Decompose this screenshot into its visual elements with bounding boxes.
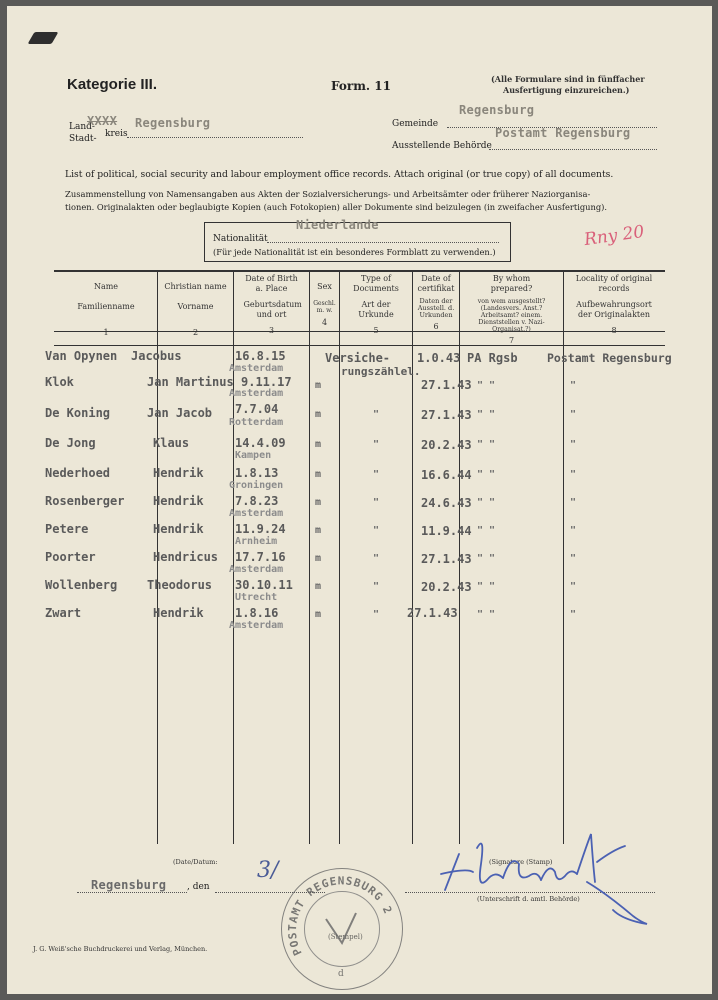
kreis-label: kreis	[105, 129, 128, 139]
col-header-locality	[564, 274, 664, 336]
col-divider-2	[233, 270, 234, 844]
col-header-en: Date of certifikat	[417, 274, 455, 293]
cell-loc: "	[570, 609, 577, 620]
col-header-de: Geburtsdatum und ort	[243, 300, 302, 319]
cell-name: Rosenberger	[45, 494, 125, 508]
form-number: Form. 11	[331, 79, 391, 93]
cell-first: Hendrik	[153, 606, 204, 620]
signature-de-label: (Unterschrift d. amtl. Behörde)	[477, 895, 580, 903]
cell-doc: "	[373, 581, 380, 592]
col-header-en: Date of Birth a. Place	[245, 274, 298, 293]
col-header-num: 3	[268, 326, 275, 335]
cell-cert: 20.2.43	[421, 438, 472, 452]
cell-first: Hendrik	[153, 466, 204, 480]
cell-place: Groningen	[229, 480, 284, 491]
col-header-name	[55, 282, 157, 338]
cell-dob: 30.10.11	[235, 578, 293, 592]
post-office-stamp	[281, 868, 403, 990]
cell-loc: "	[570, 409, 577, 420]
cell-dob: 1.8.13	[235, 466, 279, 480]
copies-note-line2: Ausfertigung einzureichen.)	[503, 85, 630, 95]
stadt-label: Stadt-	[69, 134, 97, 144]
cell-doc: "	[373, 553, 380, 564]
col-header-num: 2	[192, 328, 199, 337]
col-header-num: 5	[373, 326, 379, 335]
cell-name: Nederhoed	[45, 466, 111, 480]
col-header-en: Type of Documents	[353, 274, 399, 293]
cell-first: Jan Jacob	[147, 406, 213, 420]
cell-cert: 16.6.44	[421, 468, 472, 482]
copies-note-line1: (Alle Formulare sind in fünffacher	[491, 74, 645, 84]
col-header-de: Vorname	[177, 302, 214, 311]
cell-name: Poorter	[45, 550, 96, 564]
cell-loc: "	[570, 439, 577, 450]
col-header-en: Sex	[317, 282, 332, 291]
date-label: (Date/Datum:	[173, 858, 218, 866]
cell-by: " "	[477, 553, 496, 564]
col-header-de: Art der Urkunde	[358, 300, 394, 319]
gemeinde-label: Gemeinde	[392, 119, 439, 129]
cell-cert: 27.1.43	[421, 552, 472, 566]
cell-by: " "	[477, 469, 496, 480]
col-header-de: von wem ausgestellt? (Landesvers. Anst.? Arbeitsamt? einem. Dienststellen v. Nazi-Organisat.?)	[477, 298, 546, 333]
cell-doc: "	[373, 409, 380, 420]
cell-place: Kampen	[235, 450, 272, 461]
col-header-de: Daten der Ausstell. d. Urkunden	[417, 297, 455, 319]
cell-dob: 7.8.23	[235, 494, 279, 508]
printer-imprint: J. G. Weiß'sche Buchdruckerei und Verlag, München.	[33, 945, 208, 953]
col-header-christian	[158, 282, 233, 338]
gemeinde-value: Regensburg	[459, 103, 535, 117]
cell-dob: 11.9.24	[235, 522, 286, 536]
table-top-rule	[54, 270, 665, 272]
cell-name: Wollenberg	[45, 578, 118, 592]
cell-first: Hendrik	[153, 522, 204, 536]
col-header-prepared-by	[460, 274, 563, 346]
land-label: Land-	[69, 122, 95, 132]
intro-german-line2: tionen. Originalakten oder beglaubigte Kopien (auch Fotokopien) aller Dokumente sind beizulegen (in zweifacher Ausfertigung).	[65, 202, 608, 212]
stamp-sublabel: (Stempel)	[328, 933, 363, 941]
behoerde-dotline	[489, 149, 657, 150]
cell-doc: "	[373, 497, 380, 508]
stamp-ring-text: POSTAMT REGENSBURG 2	[285, 874, 395, 958]
cell-first: Theodorus	[147, 578, 213, 592]
cell-first: Hendrik	[153, 494, 204, 508]
cell-sex: m	[315, 439, 322, 450]
cell-doc: "	[373, 609, 380, 620]
cell-name: De Jong	[45, 436, 96, 450]
col-header-doc-type	[340, 274, 412, 336]
cell-cert: 27.1.43	[421, 408, 472, 422]
cell-place: Amsterdam	[229, 508, 284, 519]
document-page	[7, 6, 712, 994]
cell-place: Rotterdam	[229, 417, 284, 428]
cell-name: Petere	[45, 522, 89, 536]
col-header-en: Name	[93, 282, 119, 291]
cell-cert: 11.9.44	[421, 524, 472, 538]
cell-dob: 7.7.04	[235, 402, 279, 416]
cell-loc: "	[570, 469, 577, 480]
cell-doc: "	[373, 525, 380, 536]
stamp-letter: d	[338, 969, 344, 979]
cell-dob: 14.4.09	[235, 436, 286, 450]
nationality-value: Niederlande	[296, 218, 379, 232]
col-header-en: Christian name	[164, 282, 227, 291]
col-header-en: By whom prepared?	[490, 274, 533, 293]
col-header-de: Geschl. m. w.	[313, 300, 336, 314]
cell-name: Zwart	[45, 606, 82, 620]
cell-cert: 20.2.43	[421, 580, 472, 594]
cell-loc: Postamt Regensburg	[547, 351, 672, 365]
col-header-en: Locality of original records	[575, 274, 653, 293]
cell-first: Klaus	[153, 436, 190, 450]
table-number-rule	[54, 345, 665, 346]
col-header-cert-date	[413, 274, 459, 332]
handwritten-signature	[437, 824, 657, 934]
cell-by: " "	[477, 609, 496, 620]
cell-name: Klok	[45, 375, 74, 389]
col-header-num: 1	[103, 328, 109, 337]
cell-by: " "	[477, 380, 496, 391]
cell-dob: 17.7.16	[235, 550, 286, 564]
cell-loc: "	[570, 380, 577, 391]
cell-cert: 24.6.43	[421, 496, 472, 510]
cell-sex: m	[315, 581, 322, 592]
cell-cert: 1.0.43	[417, 351, 461, 365]
behoerde-value: Postamt Regensburg	[495, 126, 631, 140]
cell-doc: Versiche-	[325, 351, 391, 365]
cell-doc-2: rungszählel.	[341, 365, 421, 378]
cell-by: " "	[477, 497, 496, 508]
cell-sex: m	[315, 409, 322, 420]
cell-by: " "	[477, 581, 496, 592]
cell-by: PA Rgsb	[467, 351, 518, 365]
cell-loc: "	[570, 581, 577, 592]
place-dotline	[77, 892, 187, 893]
handwritten-red-mark: Rny 20	[582, 221, 646, 251]
cell-sex: m	[315, 553, 322, 564]
cell-place: Arnheim	[235, 536, 278, 547]
cell-first: Hendricus	[153, 550, 219, 564]
cell-loc: "	[570, 497, 577, 508]
cell-sex: m	[315, 380, 322, 391]
cell-place: Utrecht	[235, 592, 278, 603]
cell-sex: m	[315, 609, 322, 620]
col-divider-5	[412, 270, 413, 844]
nationality-dotline	[267, 242, 499, 243]
torn-corner-mark	[28, 32, 59, 44]
den-label: , den	[187, 882, 210, 892]
cell-first: Jan Martinus	[147, 375, 234, 389]
cell-sex: m	[315, 525, 322, 536]
behoerde-label: Ausstellende Behörde	[392, 141, 492, 151]
signature-label: (Signature (Stamp)	[489, 858, 553, 866]
cell-sex: m	[315, 469, 322, 480]
category-title: Kategorie III.	[67, 76, 158, 93]
cell-dob: 1.8.16	[235, 606, 279, 620]
svg-text:POSTAMT REGENSBURG 2	[286, 874, 395, 957]
date-handwritten: 3/	[257, 858, 279, 883]
col-header-num: 8	[611, 326, 617, 335]
cell-by: " "	[477, 439, 496, 450]
cell-place: Amsterdam	[229, 388, 284, 399]
cell-name: De Koning	[45, 406, 111, 420]
cell-sex: m	[315, 497, 322, 508]
col-header-sex	[310, 282, 339, 328]
kreis-value: Regensburg	[135, 116, 211, 130]
cell-cert: 27.1.43	[421, 378, 472, 392]
cell-first: Jacobus	[131, 349, 182, 363]
cell-dob: 9.11.17	[241, 375, 292, 389]
cell-place: Amsterdam	[229, 620, 284, 631]
cell-loc: "	[570, 553, 577, 564]
cell-by: " "	[477, 409, 496, 420]
intro-german-line1: Zusammenstellung von Namensangaben aus Akten der Sozialversicherungs- und Arbeitsämter oder früherer Naziorganisa-	[65, 189, 591, 199]
cell-doc: "	[373, 439, 380, 450]
intro-english: List of political, social security and labour employment office records. Attach original (or true copy) of all documents.	[65, 169, 614, 180]
col-header-de: Familienname	[77, 302, 135, 311]
place-value: Regensburg	[91, 878, 167, 892]
cell-name: Van Opynen	[45, 349, 118, 363]
cell-by: " "	[477, 525, 496, 536]
col-divider-3	[309, 270, 310, 844]
col-header-de: Aufbewahrungsort der Originalakten	[576, 300, 652, 319]
kreis-dotline	[127, 137, 303, 138]
cell-doc: "	[373, 469, 380, 480]
kreis-struck-value: XXXX	[87, 114, 118, 128]
cell-place: Amsterdam	[229, 564, 284, 575]
nationality-note: (Für jede Nationalität ist ein besonderes Formblatt zu verwenden.)	[213, 247, 496, 257]
cell-loc: "	[570, 525, 577, 536]
cell-place: Amsterdam	[229, 363, 284, 374]
cell-cert: 27.1.43	[407, 606, 458, 620]
col-header-num: 4	[321, 318, 328, 327]
nationality-label: Nationalität	[213, 234, 268, 244]
cell-dob: 16.8.15	[235, 349, 286, 363]
col-header-birth	[234, 274, 309, 336]
col-header-num: 6	[433, 322, 439, 331]
col-header-num: 7	[508, 336, 515, 345]
